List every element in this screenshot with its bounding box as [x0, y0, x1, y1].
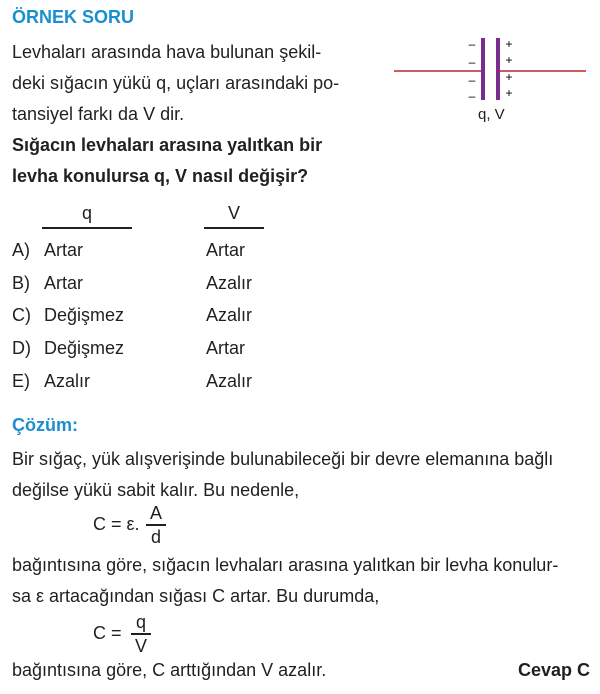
solution-conclusion: bağıntısına göre, C arttığından V azalır. — [12, 660, 327, 680]
capacitor-caption: q, V — [478, 106, 505, 123]
solution-line-3: bağıntısına göre, sığacın levhaları arasına yalıtkan bir levha konulur- — [12, 555, 559, 575]
column-header-v-rule — [204, 227, 264, 229]
column-header-q: q — [81, 203, 92, 223]
fraction-bar — [131, 633, 151, 635]
fraction-bar — [146, 524, 166, 526]
answer-label: Cevap C — [517, 660, 590, 680]
option-letter: D) — [12, 338, 31, 358]
equation-1-numerator: A — [149, 503, 162, 523]
equation-1-fraction — [146, 503, 166, 547]
right-plate — [496, 38, 500, 100]
option-letter: A) — [12, 240, 30, 260]
equation-2-numerator: q — [135, 612, 146, 632]
minus-sign: – — [468, 55, 476, 69]
equation-1-denominator: d — [150, 526, 161, 547]
question-line-1: Levhaları arasında hava bulunan şekil- — [12, 42, 322, 62]
solution-title: Çözüm: — [12, 415, 78, 435]
option-letter: E) — [12, 371, 30, 391]
minus-sign: – — [468, 73, 476, 87]
equation-2-denominator: V — [134, 635, 147, 656]
option-q-value: Değişmez — [44, 338, 125, 358]
plus-sign: + — [505, 37, 513, 51]
question-bold-line-1: Sığacın levhaları arasına yalıtkan bir — [12, 135, 323, 155]
question-line-3: tansiyel farkı da V dir. — [12, 104, 185, 124]
option-q-value: Değişmez — [44, 305, 125, 325]
option-q-value: Artar — [44, 273, 84, 293]
solution-line-2: değilse yükü sabit kalır. Bu nedenle, — [12, 480, 300, 500]
plus-sign: + — [505, 86, 513, 100]
example-title: ÖRNEK SORU — [12, 7, 135, 27]
equation-2-fraction — [131, 612, 151, 656]
equation-2-lhs: C = — [93, 623, 122, 643]
option-v-value: Artar — [206, 240, 246, 260]
question-bold-line-2: levha konulursa q, V nasıl değişir? — [12, 166, 309, 186]
column-header-q-rule — [42, 227, 132, 229]
minus-sign: – — [468, 37, 476, 51]
equation-1-lhs: C = ε. — [93, 514, 140, 534]
solution-line-4: sa ε artacağından sığası C artar. Bu durumda, — [12, 586, 380, 606]
plus-sign: + — [505, 70, 513, 84]
solution-line-1: Bir sığaç, yük alışverişinde bulunabileceği bir devre elemanına bağlı — [12, 449, 554, 469]
option-v-value: Azalır — [206, 371, 253, 391]
option-v-value: Artar — [206, 338, 246, 358]
option-letter: C) — [12, 305, 31, 325]
plus-sign: + — [505, 53, 513, 67]
column-header-v: V — [227, 203, 240, 223]
question-line-2: deki sığacın yükü q, uçları arasındaki po- — [12, 73, 340, 93]
minus-sign: – — [468, 89, 476, 103]
option-v-value: Azalır — [206, 273, 253, 293]
option-q-value: Artar — [44, 240, 84, 260]
option-letter: B) — [12, 273, 30, 293]
option-q-value: Azalır — [44, 371, 91, 391]
option-v-value: Azalır — [206, 305, 253, 325]
left-plate — [481, 38, 485, 100]
